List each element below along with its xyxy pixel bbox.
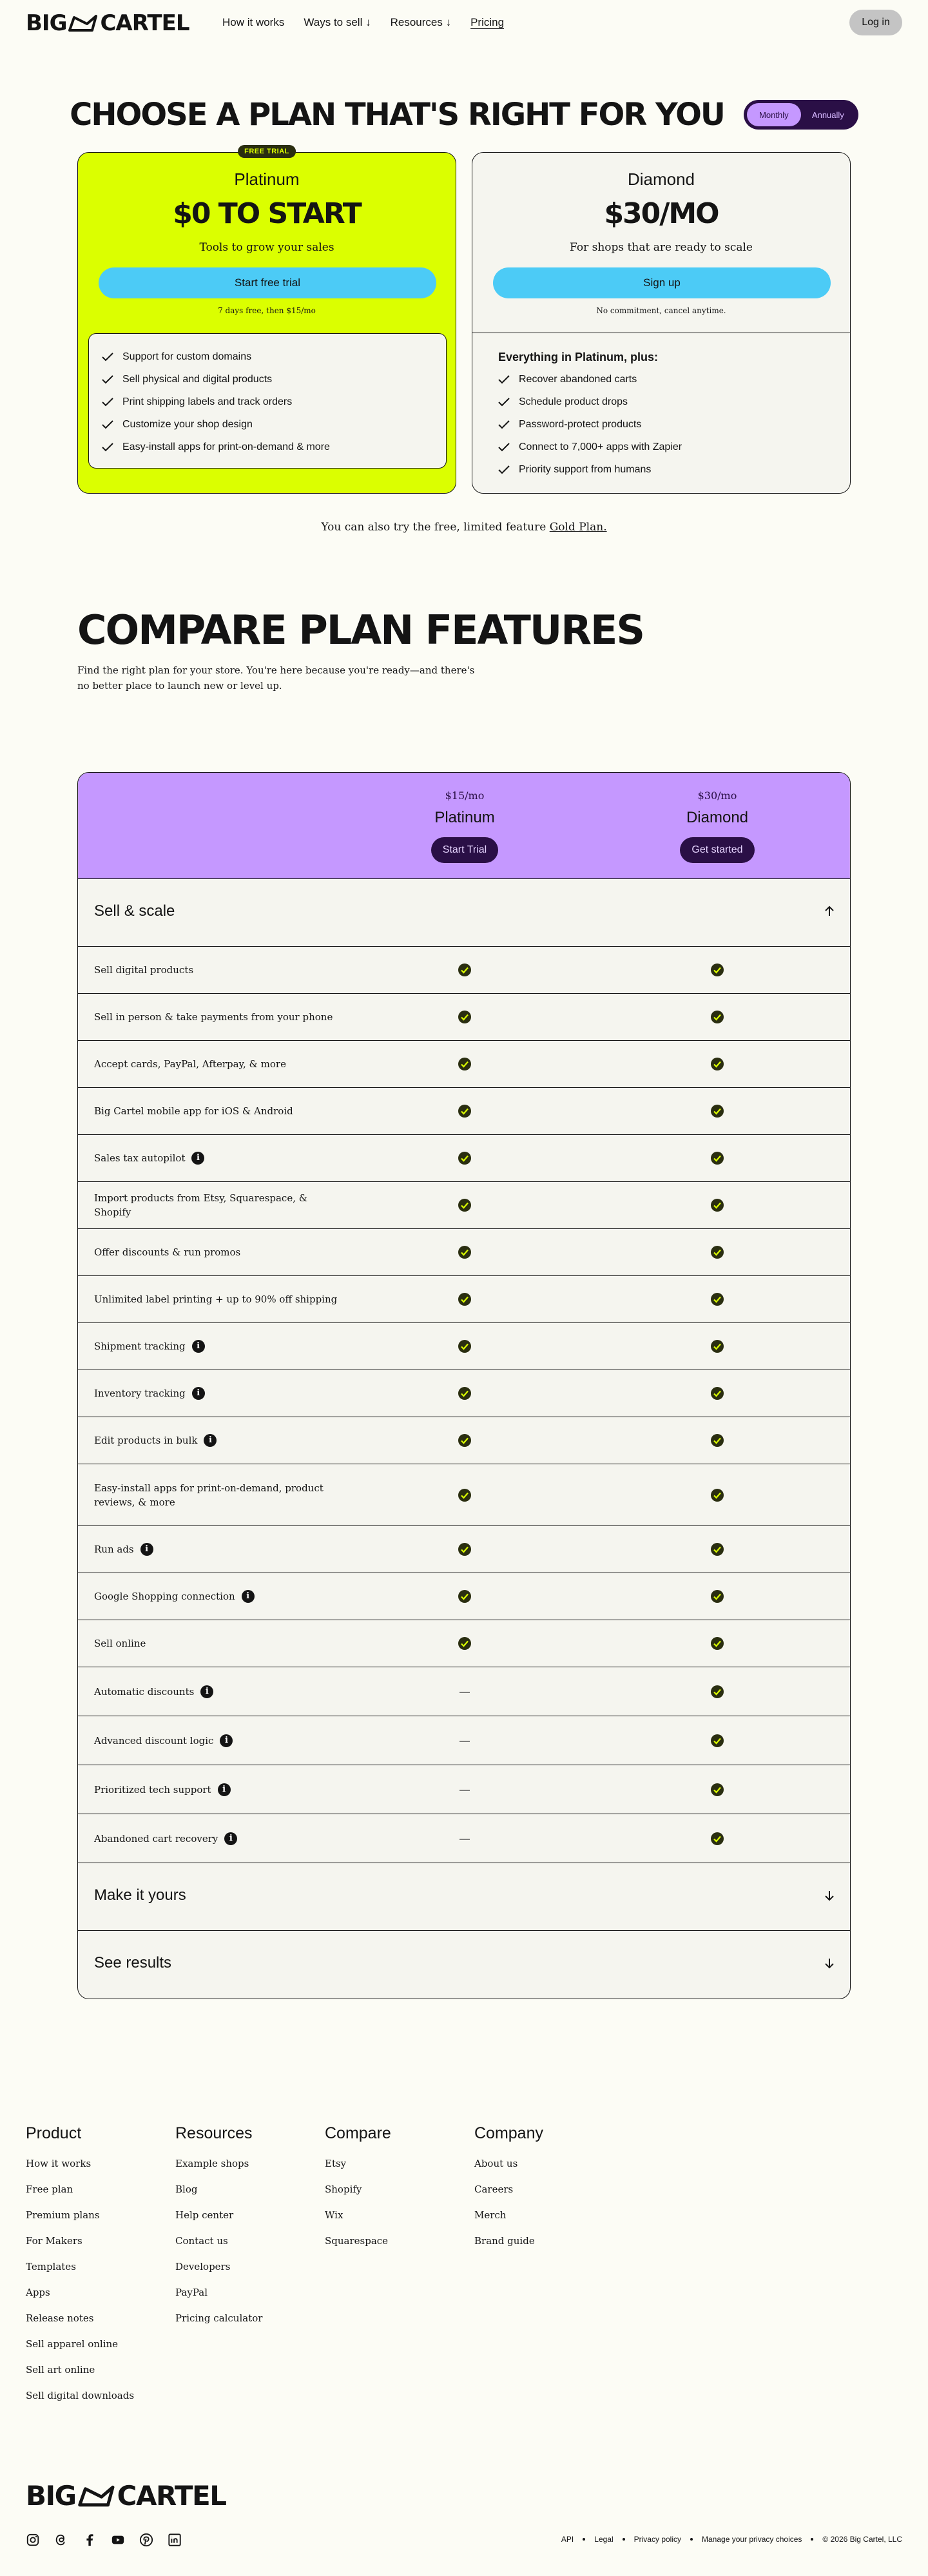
feature-label-text: Abandoned cart recovery: [94, 1832, 218, 1845]
feature-item: [498, 368, 833, 391]
diamond-cell: [710, 963, 724, 977]
feature-label-text: Shipment tracking: [94, 1341, 186, 1352]
toggle-annually[interactable]: Annually: [811, 110, 844, 120]
included-check-icon: [710, 1589, 724, 1603]
footer-link[interactable]: Blog: [175, 2184, 198, 2195]
features-heading: Everything in Platinum, plus:: [498, 351, 659, 363]
gold-plan-link[interactable]: Gold Plan.: [549, 521, 607, 534]
platinum-cell: [458, 1198, 472, 1212]
included-check-icon: [710, 1151, 724, 1165]
platinum-cell: [459, 1832, 470, 1845]
checkmark-icon: [498, 465, 510, 474]
not-included-dash: —: [459, 1686, 470, 1698]
section-sell-scale[interactable]: [78, 879, 850, 947]
diamond-cell: [710, 1198, 724, 1212]
included-check-icon: [710, 1104, 724, 1118]
section-label: Sell & scale: [94, 902, 175, 920]
separator-dot: [811, 2538, 813, 2541]
table-row: [78, 1088, 850, 1135]
included-check-icon: [710, 963, 724, 977]
column-plan-name: Diamond: [686, 809, 749, 826]
included-check-icon: [710, 1198, 724, 1212]
plan-cards: [77, 148, 851, 494]
plan-fine-print: 7 days free, then $15/mo: [218, 306, 316, 315]
logo[interactable]: [26, 12, 189, 35]
login-button[interactable]: Log in: [849, 10, 902, 35]
feature-text: Schedule product drops: [519, 396, 628, 407]
diamond-cell: [710, 1589, 724, 1603]
gold-plan-note: [0, 521, 928, 534]
checkmark-icon: [102, 420, 113, 429]
feature-text: Easy-install apps for print-on-demand & more: [122, 441, 330, 452]
footer-link[interactable]: Shopify: [325, 2184, 362, 2195]
platinum-cell: [458, 1433, 472, 1448]
included-check-icon: [710, 1488, 724, 1502]
included-check-icon: [458, 1339, 472, 1353]
feature-item: [498, 391, 833, 413]
feature-text: Customize your shop design: [122, 418, 253, 430]
included-check-icon: [710, 1636, 724, 1651]
feature-label: [94, 1734, 339, 1748]
included-check-icon: [710, 1339, 724, 1353]
included-check-icon: [710, 1245, 724, 1259]
footer-column-title: Company: [474, 2124, 543, 2142]
platinum-cell: [459, 1734, 470, 1747]
page-title: CHOOSE A PLAN THAT'S RIGHT FOR YOU: [70, 97, 724, 133]
section-make-it-yours[interactable]: [78, 1863, 850, 1931]
platinum-cell: [459, 1685, 470, 1698]
footer-link[interactable]: Release notes: [26, 2312, 94, 2324]
feature-label-text: Offer discounts & run promos: [94, 1246, 241, 1258]
info-icon[interactable]: i: [204, 1434, 217, 1447]
hero-title-row: [0, 97, 928, 133]
included-check-icon: [458, 1636, 472, 1651]
feature-label: [94, 1292, 339, 1306]
arrow-down-icon: [823, 1957, 836, 1970]
footer-link[interactable]: Developers: [175, 2261, 231, 2272]
included-check-icon: [458, 1057, 472, 1071]
footer-link[interactable]: Careers: [474, 2184, 514, 2195]
feature-text: Recover abandoned carts: [519, 373, 637, 385]
included-check-icon: [710, 1783, 724, 1797]
platinum-cell: [458, 1488, 472, 1502]
plan-name: Diamond: [627, 169, 695, 189]
table-row: [78, 1464, 850, 1526]
footer-column: [26, 2124, 175, 2408]
plan-desc: For shops that are ready to scale: [570, 241, 753, 254]
footer-link[interactable]: Apps: [26, 2287, 50, 2298]
table-row: [78, 1526, 850, 1573]
gold-plan-text: You can also try the free, limited feature: [321, 521, 546, 534]
platinum-cell: [458, 963, 472, 977]
platinum-cell: [458, 1339, 472, 1353]
footer-link[interactable]: Merch: [474, 2209, 507, 2221]
feature-label-text: Google Shopping connection: [94, 1591, 235, 1602]
included-check-icon: [710, 1292, 724, 1306]
threads-icon[interactable]: [54, 2533, 68, 2547]
feature-label-text: Prioritized tech support: [94, 1783, 211, 1796]
footer-link[interactable]: Help center: [175, 2209, 234, 2221]
info-icon[interactable]: i: [192, 1340, 205, 1353]
separator-dot: [690, 2538, 693, 2541]
section-label: See results: [94, 1954, 172, 1971]
info-icon[interactable]: i: [140, 1543, 153, 1556]
social-links: [26, 2533, 182, 2547]
platinum-cell: [458, 1245, 472, 1259]
platinum-cell: [458, 1542, 472, 1556]
feature-item: [498, 413, 833, 436]
separator-dot: [623, 2538, 625, 2541]
table-row: [78, 1041, 850, 1088]
toggle-monthly[interactable]: Monthly: [747, 103, 801, 126]
feature-label: [94, 1104, 339, 1118]
footer-column: [325, 2124, 474, 2408]
footer-link[interactable]: PayPal: [175, 2287, 208, 2298]
footer-column: [474, 2124, 624, 2408]
linkedin-icon[interactable]: [168, 2533, 182, 2547]
table-row: [78, 1182, 850, 1229]
table-row: [78, 1716, 850, 1765]
nav-link-2[interactable]: Resources ↓: [390, 16, 452, 28]
logo-big: BIG: [26, 2480, 76, 2512]
diamond-cell: [710, 1245, 724, 1259]
copyright: © 2026 Big Cartel, LLC: [822, 2535, 902, 2544]
table-row: [78, 1370, 850, 1417]
feature-label: [94, 1433, 339, 1448]
youtube-icon[interactable]: [111, 2533, 125, 2547]
included-check-icon: [458, 1386, 472, 1400]
footer-link[interactable]: Example shops: [175, 2158, 249, 2169]
column-price: $30/mo: [697, 789, 737, 802]
feature-label-text: Sell in person & take payments from your phone: [94, 1011, 333, 1023]
diamond-features: [498, 346, 833, 481]
arrow-up-icon: [823, 905, 836, 918]
included-check-icon: [458, 1433, 472, 1448]
info-icon[interactable]: i: [218, 1783, 231, 1796]
included-check-icon: [710, 1685, 724, 1699]
diamond-cell: [710, 1292, 724, 1306]
diamond-card: [472, 152, 851, 494]
footer-logo[interactable]: [26, 2480, 226, 2512]
footer-link[interactable]: Premium plans: [26, 2209, 100, 2221]
feature-text: Connect to 7,000+ apps with Zapier: [519, 441, 682, 452]
diamond-cell: [710, 1104, 724, 1118]
info-icon[interactable]: i: [200, 1685, 213, 1698]
platinum-cell: [458, 1292, 472, 1306]
nav-link-1[interactable]: Ways to sell ↓: [304, 16, 371, 28]
feature-label: [94, 1386, 339, 1400]
nav-link-0[interactable]: How it works: [222, 16, 285, 28]
feature-item: [102, 391, 433, 413]
section-head: [78, 1863, 850, 1931]
feature-label: [94, 1057, 339, 1071]
feature-label: [94, 1191, 339, 1219]
not-included-dash: —: [459, 1784, 470, 1796]
included-check-icon: [710, 1734, 724, 1748]
section-head: [78, 1931, 850, 1999]
feature-label-text: Big Cartel mobile app for iOS & Android: [94, 1105, 293, 1117]
section-label: Make it yours: [94, 1886, 186, 1904]
facebook-icon[interactable]: [82, 2533, 97, 2547]
instagram-icon[interactable]: [26, 2533, 40, 2547]
free-trial-badge: FREE TRIAL: [238, 145, 296, 158]
plan-price: $0 TO START: [173, 197, 361, 230]
feature-text: Password-protect products: [519, 418, 642, 430]
footer-link[interactable]: Templates: [26, 2261, 76, 2272]
diamond-cell: [710, 1433, 724, 1448]
table-row: [78, 1323, 850, 1370]
feature-label-text: Sales tax autopilot: [94, 1152, 186, 1164]
platinum-card: [77, 148, 456, 494]
table-row: [78, 1620, 850, 1667]
footer-link[interactable]: For Makers: [26, 2235, 82, 2247]
table-row: [78, 994, 850, 1041]
diamond-cell: [710, 1783, 724, 1797]
platinum-cell: [458, 1057, 472, 1071]
platinum-features: [88, 333, 447, 469]
feature-label-text: Sell digital products: [94, 964, 194, 976]
feature-item: [102, 436, 433, 458]
compare-title: COMPARE PLAN FEATURES: [77, 606, 644, 654]
logo-shoe-icon: [77, 2484, 116, 2508]
column-plan-name: Platinum: [434, 809, 495, 826]
footer-columns: [26, 2124, 624, 2408]
feature-text: Print shipping labels and track orders: [122, 396, 293, 407]
billing-toggle[interactable]: [744, 100, 858, 130]
footer-column: [175, 2124, 325, 2408]
feature-label: [94, 1589, 339, 1603]
nav-links: [222, 16, 504, 29]
not-included-dash: —: [459, 1735, 470, 1747]
platinum-cell: [458, 1636, 472, 1651]
table-row: [78, 947, 850, 994]
checkmark-icon: [498, 375, 510, 384]
nav-link-3[interactable]: Pricing: [470, 16, 505, 28]
footer-link[interactable]: Sell apparel online: [26, 2338, 119, 2350]
feature-label-text: Inventory tracking: [94, 1388, 186, 1399]
column-price: $15/mo: [445, 789, 485, 802]
info-icon[interactable]: i: [224, 1832, 237, 1845]
feature-label: [94, 1685, 339, 1699]
footer-column-title: Product: [26, 2124, 82, 2142]
footer-link[interactable]: Free plan: [26, 2184, 73, 2195]
start-trial-button[interactable]: Start Trial: [431, 837, 498, 863]
footer-link[interactable]: About us: [474, 2158, 518, 2169]
start-free-trial-button[interactable]: Start free trial: [99, 267, 436, 298]
diamond-cell: [710, 1685, 724, 1699]
feature-label-text: Unlimited label printing + up to 90% off shipping: [94, 1293, 338, 1305]
diamond-cell: [710, 1636, 724, 1651]
table-row: [78, 1667, 850, 1716]
get-started-button[interactable]: Get started: [680, 837, 754, 863]
included-check-icon: [458, 1010, 472, 1024]
table-row: [78, 1417, 850, 1464]
footer-link[interactable]: Wix: [325, 2209, 343, 2221]
footer-link[interactable]: Brand guide: [474, 2235, 535, 2247]
diamond-cell: [710, 1832, 724, 1846]
plan-name: Platinum: [234, 169, 300, 189]
included-check-icon: [458, 1198, 472, 1212]
included-check-icon: [710, 1010, 724, 1024]
checkmark-icon: [102, 353, 113, 362]
feature-item: [498, 436, 833, 458]
included-check-icon: [458, 1589, 472, 1603]
feature-label-text: Easy-install apps for print-on-demand, product reviews, & more: [94, 1482, 324, 1508]
feature-item: [498, 458, 833, 481]
included-check-icon: [458, 1292, 472, 1306]
footer-link[interactable]: Pricing calculator: [175, 2312, 263, 2324]
included-check-icon: [458, 963, 472, 977]
platinum-column-header: [368, 789, 561, 863]
feature-label-text: Edit products in bulk: [94, 1435, 198, 1446]
included-check-icon: [458, 1488, 472, 1502]
feature-label: [94, 1151, 339, 1165]
table-row: [78, 1765, 850, 1814]
checkmark-icon: [498, 398, 510, 407]
info-icon[interactable]: i: [191, 1152, 204, 1165]
feature-label: [94, 1832, 339, 1846]
diamond-cell: [710, 1339, 724, 1353]
table-row: [78, 1573, 850, 1620]
diamond-cell: [710, 1057, 724, 1071]
table-row: [78, 1814, 850, 1863]
feature-item: [102, 413, 433, 436]
included-check-icon: [458, 1151, 472, 1165]
legal-links: [561, 2535, 902, 2544]
feature-label: [94, 1636, 339, 1651]
feature-label: [94, 1339, 339, 1353]
diamond-column-header: [621, 789, 814, 863]
diamond-cell: [710, 1151, 724, 1165]
feature-label-text: Sell online: [94, 1638, 146, 1649]
info-icon[interactable]: i: [220, 1734, 233, 1747]
footer-link[interactable]: Squarespace: [325, 2235, 389, 2247]
feature-label: [94, 1481, 339, 1509]
platinum-cell: [458, 1010, 472, 1024]
included-check-icon: [710, 1832, 724, 1846]
feature-item: [102, 345, 433, 368]
feature-label: [94, 1542, 339, 1556]
diamond-cell: [710, 1734, 724, 1748]
footer-link[interactable]: How it works: [26, 2158, 92, 2169]
checkmark-icon: [102, 443, 113, 452]
feature-label: [94, 1783, 339, 1797]
legal-link[interactable]: Privacy policy: [633, 2535, 681, 2544]
footer-link[interactable]: Sell digital downloads: [26, 2390, 135, 2401]
included-check-icon: [458, 1104, 472, 1118]
platinum-cell: [459, 1783, 470, 1796]
arrow-down-icon: [823, 1889, 836, 1902]
legal-link[interactable]: Legal: [594, 2535, 614, 2544]
compare-desc: Find the right plan for your store. You're here because you're ready—and there's no better place to launch new or level up.: [77, 664, 475, 692]
included-check-icon: [710, 1433, 724, 1448]
platinum-cell: [458, 1104, 472, 1118]
not-included-dash: —: [459, 1833, 470, 1845]
legal-link[interactable]: Manage your privacy choices: [702, 2535, 802, 2544]
table-row: [78, 1135, 850, 1182]
plan-price: $30/MO: [604, 197, 719, 230]
separator-dot: [583, 2538, 585, 2541]
diamond-cell: [710, 1488, 724, 1502]
feature-label-text: Automatic discounts: [94, 1685, 195, 1698]
footer-link[interactable]: Contact us: [175, 2235, 228, 2247]
table-row: [78, 1276, 850, 1323]
included-check-icon: [710, 1542, 724, 1556]
included-check-icon: [710, 1057, 724, 1071]
diamond-cell: [710, 1542, 724, 1556]
platinum-cell: [458, 1589, 472, 1603]
feature-label-text: Accept cards, PayPal, Afterpay, & more: [94, 1058, 286, 1070]
footer-link[interactable]: Etsy: [325, 2158, 347, 2169]
logo-cartel: CARTEL: [117, 2480, 226, 2512]
feature-label-text: Advanced discount logic: [94, 1734, 214, 1747]
diamond-cell: [710, 1386, 724, 1400]
section-see-results[interactable]: [78, 1931, 850, 1999]
logo-cartel: CARTEL: [100, 10, 189, 36]
feature-label-text: Run ads: [94, 1544, 134, 1555]
info-icon[interactable]: i: [192, 1387, 205, 1400]
footer-column-title: Compare: [325, 2124, 391, 2142]
legal-link[interactable]: API: [561, 2535, 574, 2544]
logo-big: BIG: [26, 10, 67, 36]
feature-label-text: Import products from Etsy, Squarespace, & Shopify: [94, 1192, 308, 1218]
included-check-icon: [458, 1542, 472, 1556]
top-nav: [0, 0, 928, 46]
included-check-icon: [458, 1245, 472, 1259]
checkmark-icon: [102, 375, 113, 384]
checkmark-icon: [498, 443, 510, 452]
checkmark-icon: [102, 398, 113, 407]
diamond-cell: [710, 1010, 724, 1024]
footer-link[interactable]: Sell art online: [26, 2364, 95, 2376]
table-header: [78, 773, 850, 879]
footer-column-title: Resources: [175, 2124, 253, 2142]
feature-text: Priority support from humans: [519, 463, 652, 475]
feature-label: [94, 963, 339, 977]
sign-up-button[interactable]: Sign up: [493, 267, 831, 298]
feature-label: [94, 1010, 339, 1024]
table-row: [78, 1229, 850, 1276]
compare-table: [77, 772, 851, 1999]
platinum-cell: [458, 1386, 472, 1400]
feature-text: Sell physical and digital products: [122, 373, 273, 385]
checkmark-icon: [498, 420, 510, 429]
info-icon[interactable]: i: [242, 1590, 255, 1603]
pinterest-icon[interactable]: [139, 2533, 153, 2547]
included-check-icon: [710, 1386, 724, 1400]
plan-fine-print: No commitment, cancel anytime.: [596, 306, 726, 315]
plan-desc: Tools to grow your sales: [199, 241, 334, 254]
logo-shoe-icon: [68, 14, 99, 33]
feature-label: [94, 1245, 339, 1259]
platinum-cell: [458, 1151, 472, 1165]
feature-text: Support for custom domains: [122, 351, 252, 362]
feature-item: [102, 368, 433, 391]
